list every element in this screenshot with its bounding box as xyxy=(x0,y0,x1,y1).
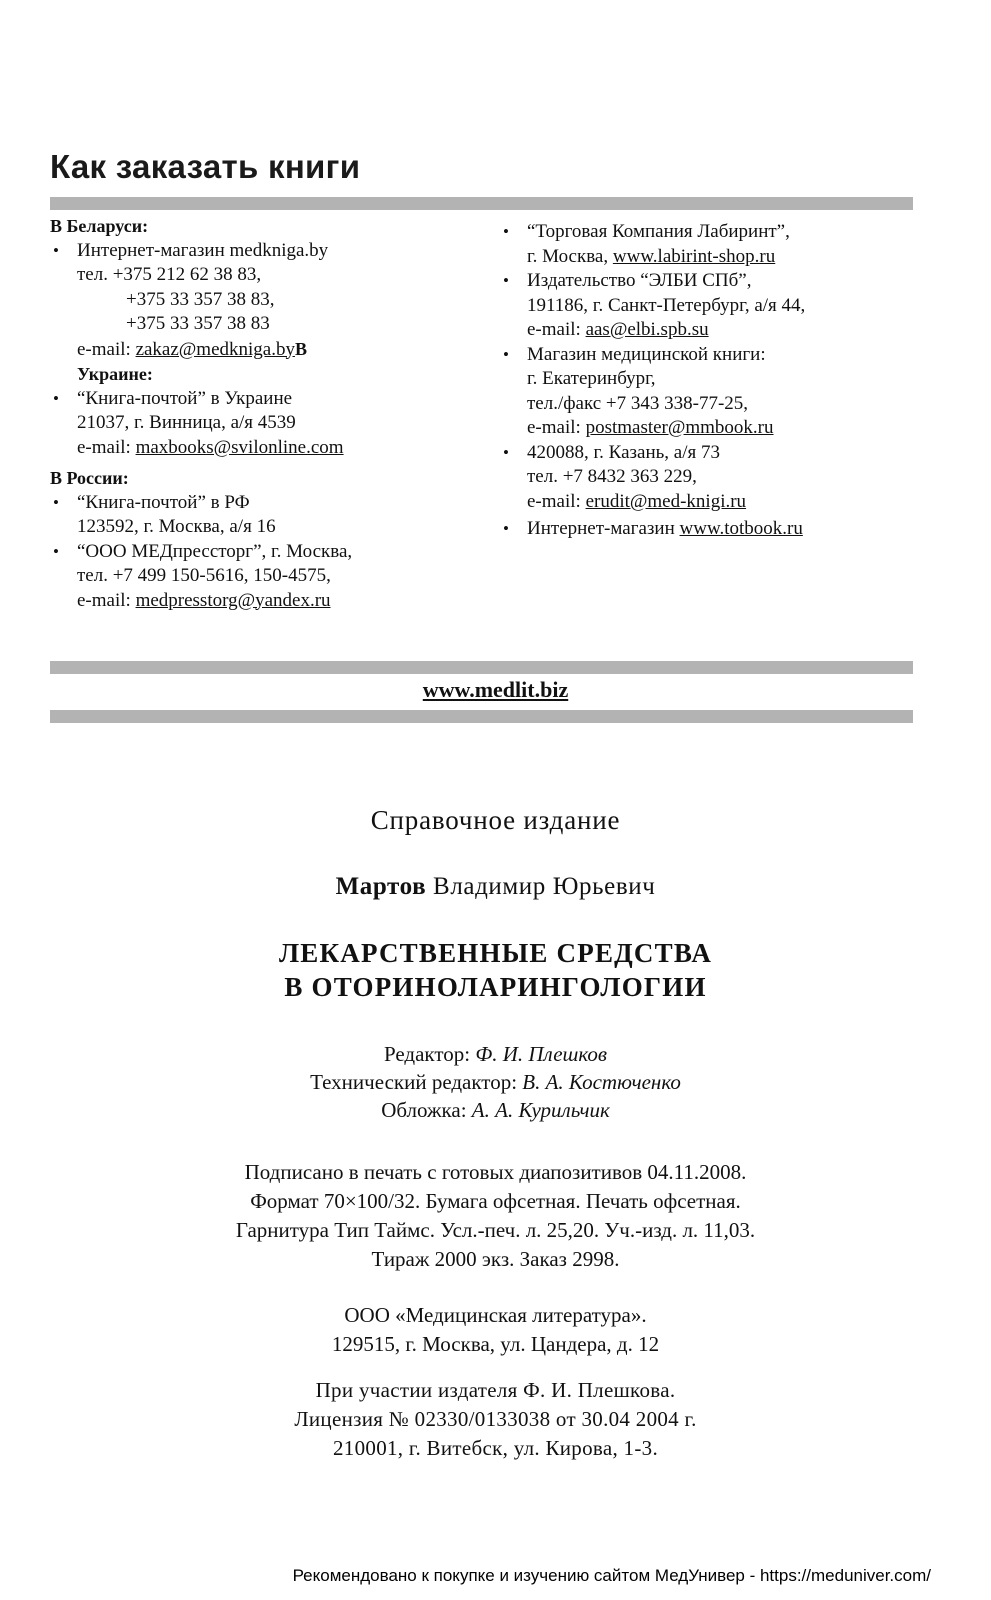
publication-type: Справочное издание xyxy=(370,805,621,835)
region-ukraine-prefix: В xyxy=(294,338,307,359)
elbi-line1: • Издательство “ЭЛБИ СПб”, xyxy=(527,270,752,291)
totbook-prefix: Интернет-магазин xyxy=(527,518,675,539)
footer-recommendation: Рекомендовано к покупке и изучению сайтом МедУнивер - https://meduniver.com/ xyxy=(292,1566,931,1585)
ukraine-item-line2: 21037, г. Винница, а/я 4539 xyxy=(77,412,296,433)
belarus-tel-3: +375 33 357 38 83 xyxy=(126,313,270,334)
labirint-url-link[interactable]: www.labirint-shop.ru xyxy=(612,245,776,267)
license-line: 210001, г. Витебск, ул. Кирова, 1-3. xyxy=(333,1436,658,1460)
russia-item2-email-link[interactable]: medpresstorg@yandex.ru xyxy=(135,589,331,611)
medbook-item xyxy=(500,343,920,441)
belarus-email-prefix: e-mail: xyxy=(77,338,131,360)
book-title xyxy=(0,936,991,1004)
publisher-line: 129515, г. Москва, ул. Цандера, д. 12 xyxy=(331,1332,660,1356)
russia-item-2 xyxy=(50,540,470,614)
belarus-shop-item xyxy=(50,239,470,337)
elbi-item xyxy=(500,269,920,343)
elbi-line2: 191186, г. Санкт-Петербург, а/я 44, xyxy=(527,294,806,316)
medbook-email-prefix: e-mail: xyxy=(527,417,581,438)
totbook-item xyxy=(500,517,920,542)
totbook-url-link[interactable]: www.totbook.ru xyxy=(679,518,803,539)
kazan-item xyxy=(500,441,920,515)
print-info-line: Формат 70×100/32. Бумага офсетная. Печать офсетная. xyxy=(250,1189,741,1213)
print-info-line: Тираж 2000 экз. Заказ 2998. xyxy=(371,1247,620,1271)
labirint-city: г. Москва, xyxy=(527,245,609,267)
labirint-item xyxy=(500,220,920,269)
russia-item1-line2: 123592, г. Москва, а/я 16 xyxy=(77,516,276,537)
credit-editor-name: Ф. И. Плешков xyxy=(475,1042,608,1066)
russia-item2-email-prefix: e-mail: xyxy=(77,589,131,611)
ukraine-email-prefix: e-mail: xyxy=(77,436,131,458)
print-info-block xyxy=(0,1158,991,1274)
medbook-line1: • Магазин медицинской книги: xyxy=(527,343,766,365)
page-heading: Как заказать книги xyxy=(50,148,361,185)
credit-tech-editor xyxy=(0,1068,991,1096)
medbook-line3: тел./факс +7 343 338-77-25, xyxy=(527,392,749,414)
belarus-tel-2: +375 33 357 38 83, xyxy=(126,288,275,310)
credit-tech-name: В. А. Костюченко xyxy=(522,1070,681,1094)
license-line: При участии издателя Ф. И. Плешкова. xyxy=(315,1378,676,1402)
print-info-line: Подписано в печать с готовых диапозитивов 04.11.2008. xyxy=(244,1160,747,1184)
elbi-email-link[interactable]: aas@elbi.spb.su xyxy=(585,319,709,340)
elbi-email-prefix: e-mail: xyxy=(527,319,581,340)
license-block xyxy=(0,1376,991,1463)
medbook-line2: г. Екатеринбург, xyxy=(527,368,656,389)
belarus-tel-1: тел. +375 212 62 38 83, xyxy=(77,264,262,285)
belarus-email-link[interactable]: zakaz@medkniga.by xyxy=(135,338,295,360)
website-link[interactable]: www.medlit.biz xyxy=(422,677,569,702)
right-contacts-column xyxy=(500,220,920,542)
author-last-name: Мартов xyxy=(335,873,427,900)
region-russia-label: В России: xyxy=(50,468,129,488)
publisher-block xyxy=(0,1301,991,1359)
divider-middle xyxy=(50,661,913,674)
kazan-line2: тел. +7 8432 363 229, xyxy=(527,466,697,487)
russia-item-1 xyxy=(50,491,470,540)
credit-tech-label: Технический редактор: xyxy=(310,1070,518,1094)
credit-editor-label: Редактор: xyxy=(383,1042,471,1066)
region-belarus-label: В Беларуси: xyxy=(50,216,149,236)
book-title-line1: ЛЕКАРСТВЕННЫЕ СРЕДСТВА xyxy=(278,938,713,968)
book-title-line2: В ОТОРИНОЛАРИНГОЛОГИИ xyxy=(284,972,707,1002)
ukraine-email-link[interactable]: maxbooks@svilonline.com xyxy=(135,436,344,458)
ukraine-item-line1: • “Книга-почтой” в Украине xyxy=(77,387,293,409)
labirint-line1: • “Торговая Компания Лабиринт”, xyxy=(527,221,790,242)
credit-editor xyxy=(0,1040,991,1068)
credit-cover-label: Обложка: xyxy=(381,1098,467,1122)
kazan-email-link[interactable]: erudit@med-knigi.ru xyxy=(585,490,747,512)
belarus-email-row xyxy=(50,337,470,363)
russia-item1-line1: • “Книга-почтой” в РФ xyxy=(77,491,250,513)
print-info-line: Гарнитура Тип Таймс. Усл.-печ. л. 25,20. Уч.-изд. л. 11,03. xyxy=(235,1218,756,1242)
credits-block xyxy=(0,1040,991,1124)
russia-item2-line2: тел. +7 499 150-5616, 150-4575, xyxy=(77,565,331,586)
kazan-email-prefix: e-mail: xyxy=(527,490,581,512)
author-given-names: Владимир Юрьевич xyxy=(433,873,656,900)
divider-bottom xyxy=(50,710,913,723)
left-contacts-column xyxy=(50,214,470,613)
russia-item2-line1: • “ООО МЕДпрессторг”, г. Москва, xyxy=(77,540,353,562)
credit-cover-name: А. А. Курильчик xyxy=(471,1098,610,1122)
kazan-line1: • 420088, г. Казань, а/я 73 xyxy=(527,441,720,463)
credit-cover xyxy=(0,1096,991,1124)
ukraine-item xyxy=(50,387,470,461)
medbook-email-link[interactable]: postmaster@mmbook.ru xyxy=(585,417,774,438)
author-line xyxy=(0,873,991,901)
region-ukraine-label: Украине: xyxy=(77,364,153,384)
license-line: Лицензия № 02330/0133038 от 30.04 2004 г. xyxy=(294,1407,697,1431)
divider-top xyxy=(50,197,913,210)
belarus-shop-name: • Интернет-магазин medkniga.by xyxy=(77,239,329,261)
publisher-line: ООО «Медицинская литература». xyxy=(344,1303,647,1327)
